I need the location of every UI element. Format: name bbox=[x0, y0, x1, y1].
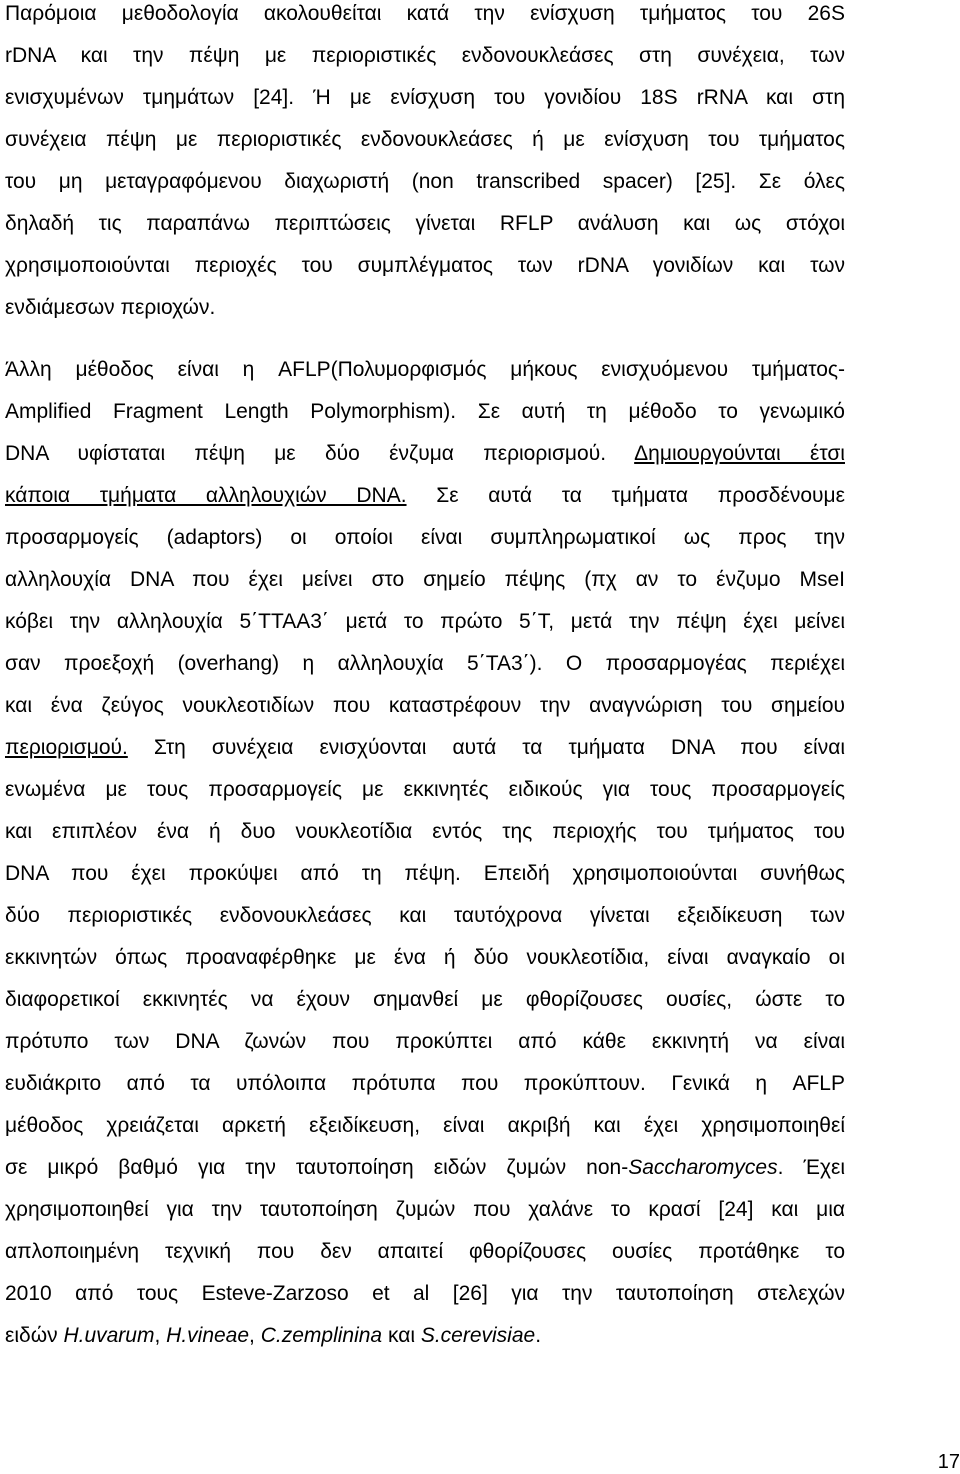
text-line: ενδιάμεσων περιοχών. bbox=[5, 296, 216, 319]
italic-text: C.zemplinina bbox=[260, 1324, 383, 1347]
text-line: χρησιμοποιηθεί για την ταυτοποίηση ζυμών που χαλάνε το κρασί [24] και μια bbox=[5, 1198, 845, 1221]
italic-text: H.uvarum bbox=[63, 1324, 155, 1347]
text-line: δηλαδή τις παραπάνω περιπτώσεις γίνεται RFLP ανάλυση και ως στόχοι bbox=[5, 212, 845, 235]
text-span: ειδών bbox=[5, 1324, 64, 1347]
text-line: κόβει την αλληλουχία 5΄TTAA3΄ μετά το πρώτο 5΄T, μετά την πέψη έχει μείνει bbox=[5, 610, 845, 633]
text-line bbox=[5, 440, 845, 468]
text-line: 2010 από τους Esteve-Zarzoso et al [26] για την ταυτοποίηση στελεχών bbox=[5, 1282, 845, 1305]
text-line: απλοποιημένη τεχνική που δεν απαιτεί φθορίζουσες ουσίες προτάθηκε το bbox=[5, 1240, 845, 1263]
underlined-text: κάποια τμήματα αλληλουχιών DNA. bbox=[5, 484, 407, 507]
text-line: DNA που έχει προκύψει από τη πέψη. Επειδή χρησιμοποιούνται συνήθως bbox=[5, 862, 845, 885]
text-line: και ένα ζεύγος νουκλεοτιδίων που καταστρέφουν την αναγνώριση του σημείου bbox=[5, 694, 845, 717]
underlined-text: περιορισμού. bbox=[5, 736, 128, 759]
text-line: χρησιμοποιούνται περιοχές του συμπλέγματος των rDNA γονιδίων και των bbox=[5, 254, 845, 277]
text-line: αλληλουχία DNA που έχει μείνει στο σημείο πέψης (πχ αν το ένζυμο MseI bbox=[5, 568, 845, 591]
text-line: εκκινητών όπως προαναφέρθηκε με ένα ή δύο νουκλεοτίδια, είναι αναγκαίο οι bbox=[5, 946, 845, 969]
text-span: Σε αυτά τα τμήματα προσδένουμε bbox=[436, 484, 845, 507]
text-line: Άλλη μέθοδος είναι η AFLP(Πολυμορφισμός μήκους ενισχυόμενου τμήματος- bbox=[5, 358, 845, 381]
italic-text: Saccharomyces bbox=[628, 1156, 778, 1179]
text-line: πρότυπο των DNA ζωνών που προκύπτει από κάθε εκκινητή να είναι bbox=[5, 1030, 845, 1053]
text-span: σε μικρό βαθμό για την ταυτοποίηση ειδών ζυμών non- bbox=[5, 1156, 629, 1179]
text-line: και επιπλέον ένα ή δυο νουκλεοτίδια εντός της περιοχής του τμήματος του bbox=[5, 820, 845, 843]
text-line: Amplified Fragment Length Polymorphism). Σε αυτή τη μέθοδο το γενωμικό bbox=[5, 400, 845, 423]
underlined-text: Δημιουργούνται έτσι bbox=[634, 442, 845, 465]
italic-text: S.cerevisiae bbox=[420, 1324, 536, 1347]
text-line: Παρόμοια μεθοδολογία ακολουθείται κατά την ενίσχυση τμήματος του 26S bbox=[5, 2, 845, 25]
text-span: Στη συνέχεια ενισχύονται αυτά τα τμήματα DNA που είναι bbox=[153, 736, 845, 759]
text-line: του μη μεταγραφόμενου διαχωριστή (non transcribed spacer) [25]. Σε όλες bbox=[5, 170, 845, 193]
text-line: συνέχεια πέψη με περιοριστικές ενδονουκλεάσες ή με ενίσχυση του τμήματος bbox=[5, 128, 845, 151]
text-span: , bbox=[154, 1324, 167, 1347]
text-line: δύο περιοριστικές ενδονουκλεάσες και ταυτόχρονα γίνεται εξειδίκευση των bbox=[5, 904, 845, 927]
page-number: 17 bbox=[937, 1451, 960, 1473]
text-line bbox=[5, 1322, 845, 1350]
text-line: προσαρμογείς (adaptors) οι οποίοι είναι συμπληρωματικοί ως προς την bbox=[5, 526, 845, 549]
text-line: σαν προεξοχή (overhang) η αλληλουχία 5΄TA3΄). Ο προσαρμογέας περιέχει bbox=[5, 652, 845, 675]
text-span: . bbox=[535, 1324, 542, 1347]
text-span: και bbox=[382, 1324, 421, 1347]
text-span: . Έχει bbox=[777, 1156, 845, 1179]
text-line bbox=[5, 482, 845, 510]
text-line bbox=[5, 1154, 845, 1182]
text-line bbox=[5, 734, 845, 762]
text-span: DNA υφίσταται πέψη με δύο ένζυμα περιορισμού. bbox=[5, 442, 607, 465]
text-line: rDNA και την πέψη με περιοριστικές ενδονουκλεάσες στη συνέχεια, των bbox=[5, 44, 845, 67]
text-line: διαφορετικοί εκκινητές να έχουν σημανθεί με φθορίζουσες ουσίες, ώστε το bbox=[5, 988, 845, 1011]
italic-text: H.vineae bbox=[166, 1324, 250, 1347]
text-line: ευδιάκριτο από τα υπόλοιπα πρότυπα που προκύπτουν. Γενικά η AFLP bbox=[5, 1072, 845, 1095]
text-line: ενωμένα με τους προσαρμογείς με εκκινητές ειδικούς για τους προσαρμογείς bbox=[5, 778, 845, 801]
text-line: ενισχυμένων τμημάτων [24]. Ή με ενίσχυση του γονιδίου 18S rRNA και στη bbox=[5, 86, 845, 109]
text-line: μέθοδος χρειάζεται αρκετή εξειδίκευση, είναι ακριβή και έχει χρησιμοποιηθεί bbox=[5, 1114, 845, 1137]
text-span: , bbox=[249, 1324, 261, 1347]
